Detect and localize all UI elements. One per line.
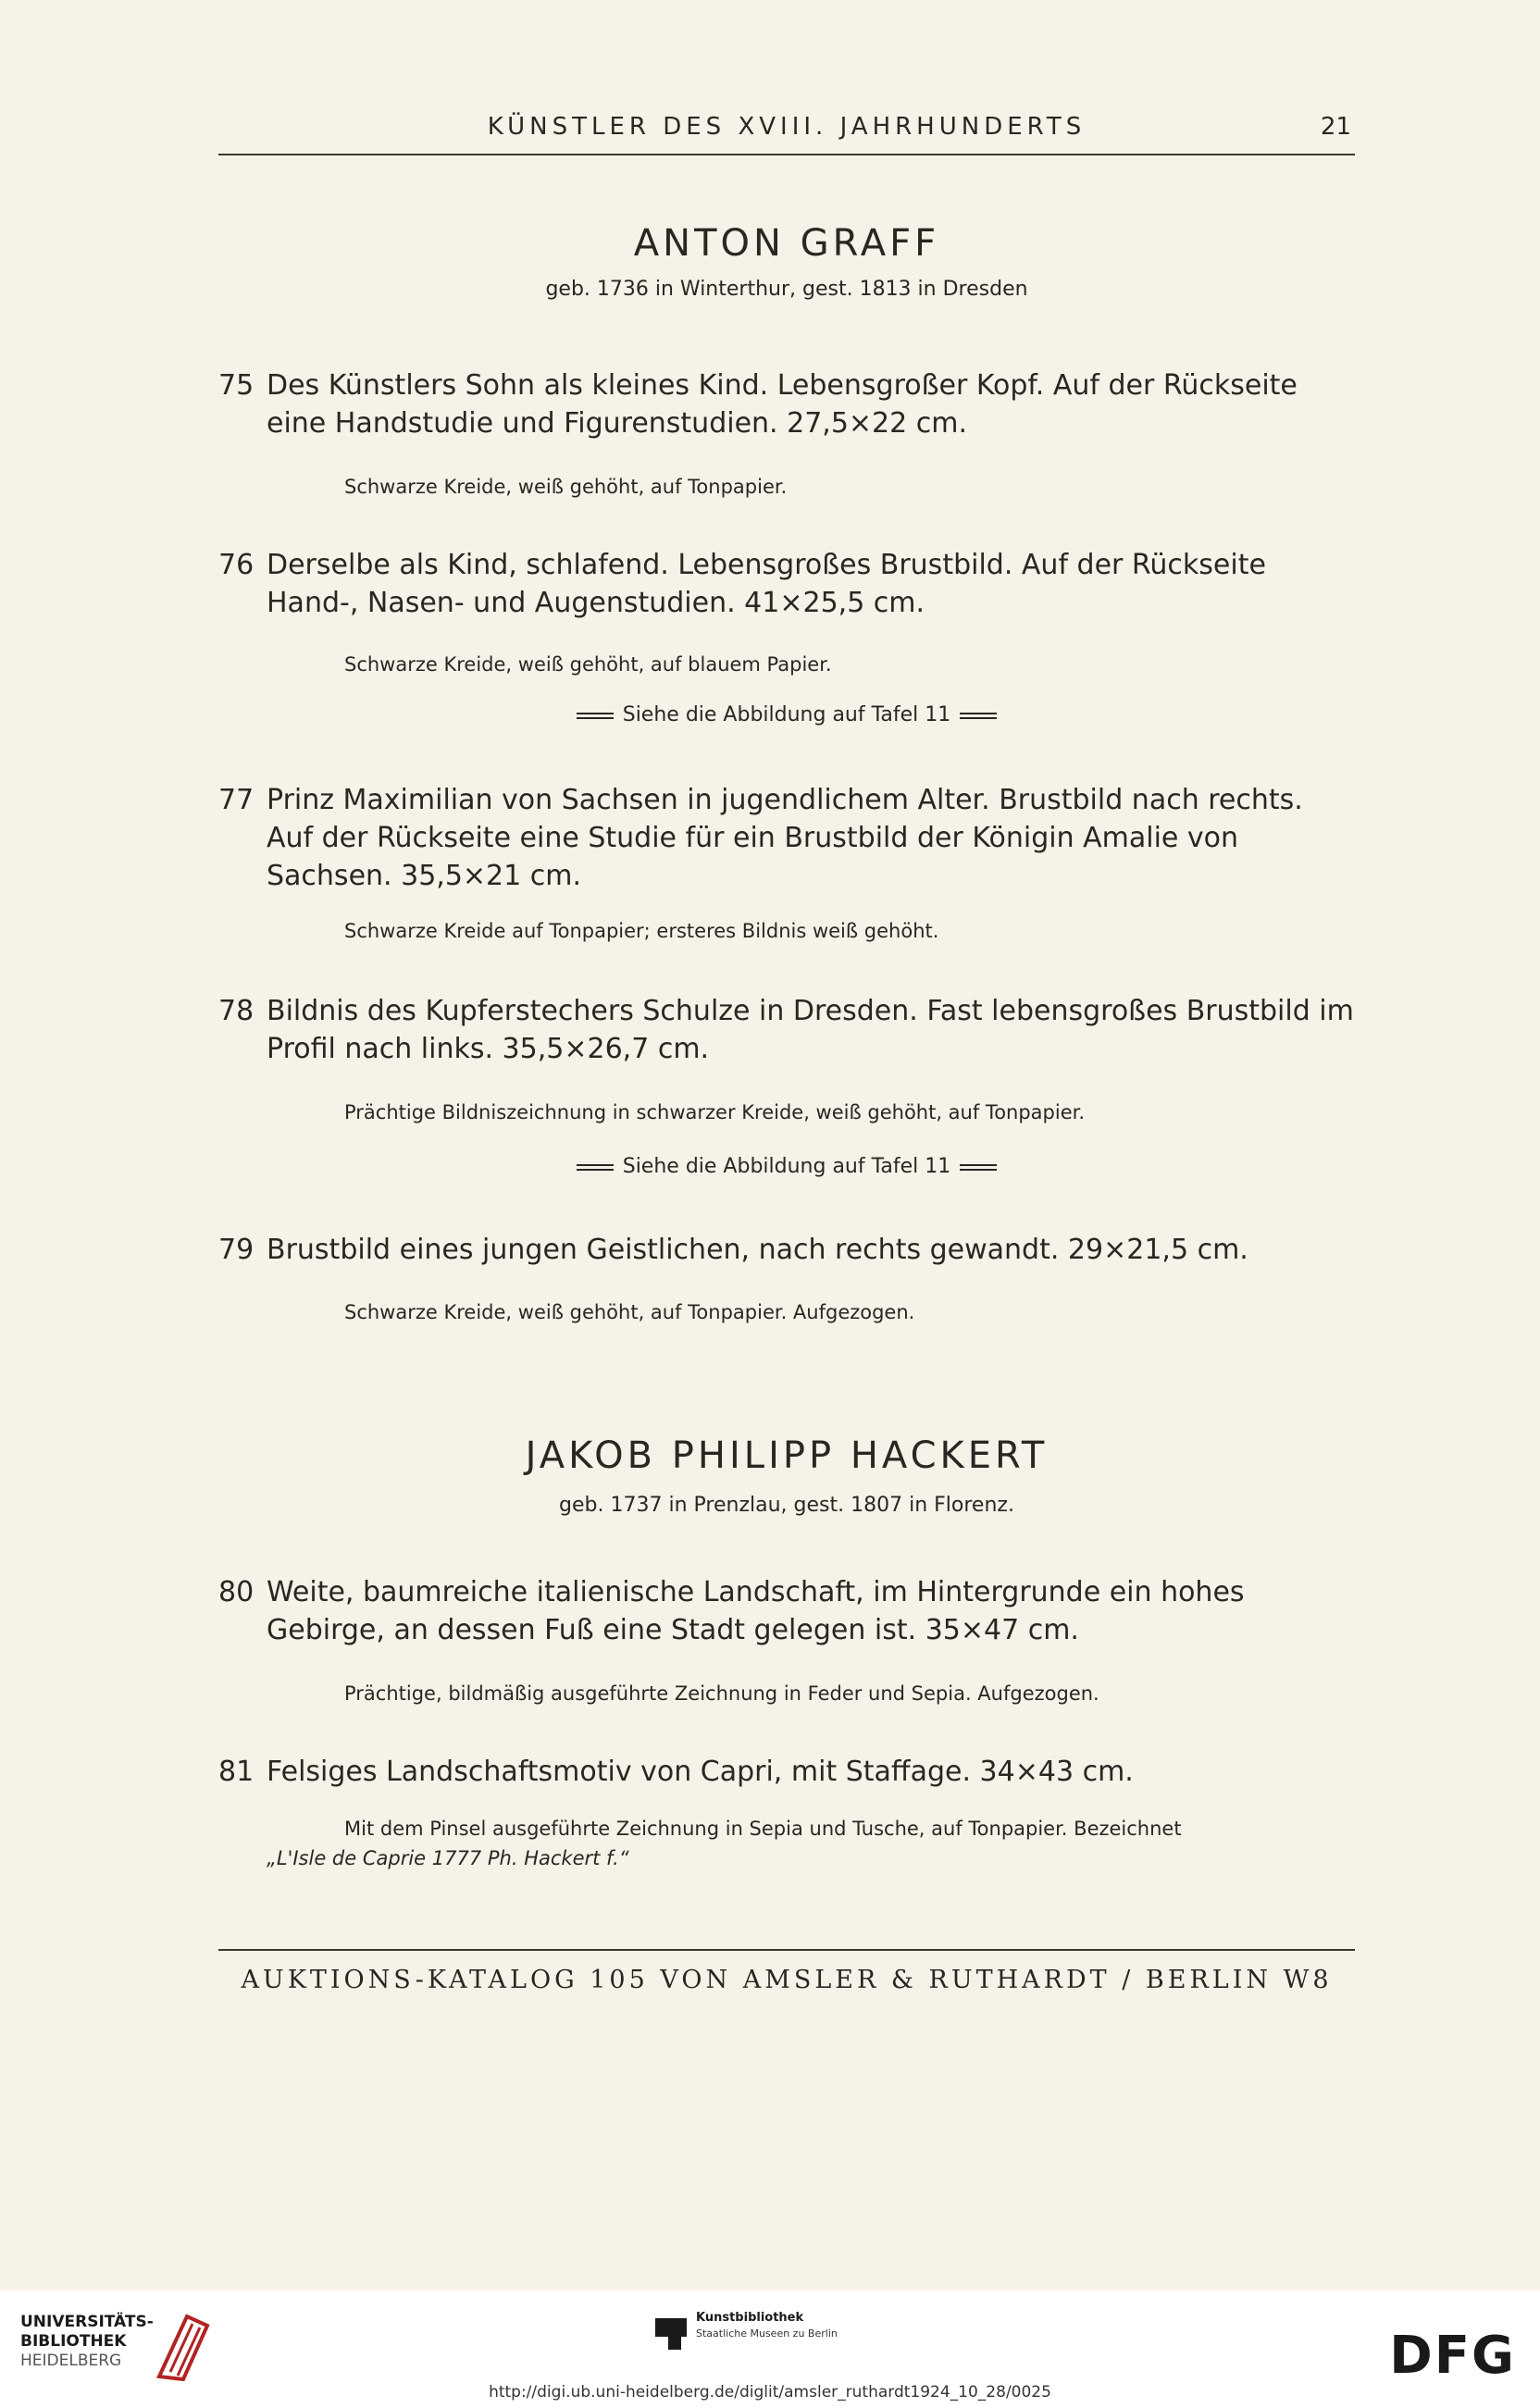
plate-reference xyxy=(218,703,1355,726)
entry-number: 77 xyxy=(218,784,255,816)
plate-reference xyxy=(218,1155,1355,1178)
kb-line1: Kunstbibliothek xyxy=(696,2311,804,2325)
catalog-entry xyxy=(218,992,1357,1068)
uni-line1: UNIVERSITÄTS- xyxy=(20,2313,154,2331)
plate-reference-text: Siehe die Abbildung auf Tafel 11 xyxy=(622,1155,951,1178)
uni-line2: BIBLIOTHEK xyxy=(20,2332,127,2351)
artist-heading: ANTON GRAFF xyxy=(633,222,940,265)
artist-heading: JAKOB PHILIPP HACKERT xyxy=(525,1434,1049,1477)
entry-note: Schwarze Kreide auf Tonpapier; ersteres Bildnis weiß gehöht. xyxy=(344,920,939,942)
entry-description: Derselbe als Kind, schlafend. Lebensgroßes Brustbild. Auf der Rückseite Hand-, Nasen- und Augenstudien. 41×25,5 cm. xyxy=(267,549,1266,619)
entry-number: 75 xyxy=(218,369,255,402)
catalog-footer: AUKTIONS-KATALOG 105 VON AMSLER & RUTHARDT / BERLIN W8 xyxy=(241,1966,1333,1994)
entry-number: 80 xyxy=(218,1576,255,1608)
entry-inscription: „L'Isle de Caprie 1777 Ph. Hackert f.“ xyxy=(267,1847,629,1869)
entry-description: Prinz Maximilian von Sachsen in jugendlichem Alter. Brustbild nach rechts. Auf der Rückseite eine Studie für ein Brustbild der Königin Amalie von Sachsen. 35,5×21 cm. xyxy=(267,784,1303,892)
entry-note xyxy=(267,1814,1362,1873)
entry-description: Felsiges Landschaftsmotiv von Capri, mit Staffage. 34×43 cm. xyxy=(267,1756,1134,1788)
permalink[interactable]: http://digi.ub.uni-heidelberg.de/diglit/amsler_ruthardt1924_10_28/0025 xyxy=(489,2383,1051,2402)
catalog-entry xyxy=(218,1753,1357,1791)
catalog-entry xyxy=(218,1573,1357,1649)
entry-note-text: Mit dem Pinsel ausgeführte Zeichnung in Sepia und Tusche, auf Tonpapier. Bezeichnet xyxy=(344,1818,1182,1840)
rule-ornament xyxy=(960,713,997,719)
catalog-entry xyxy=(218,366,1357,442)
dfg-logo[interactable]: DFG xyxy=(1389,2326,1516,2386)
entry-note: Prächtige, bildmäßig ausgeführte Zeichnung in Feder und Sepia. Aufgezogen. xyxy=(344,1682,1099,1705)
rule-ornament xyxy=(577,1164,614,1171)
uni-line3: HEIDELBERG xyxy=(20,2352,122,2370)
entry-description: Bildnis des Kupferstechers Schulze in Dresden. Fast lebensgroßes Brustbild im Profil nach links. 35,5×26,7 cm. xyxy=(267,995,1354,1065)
rule-ornament xyxy=(577,713,614,719)
entry-description: Brustbild eines jungen Geistlichen, nach rechts gewandt. 29×21,5 cm. xyxy=(267,1234,1248,1266)
kunstbibliothek-logo[interactable] xyxy=(655,2311,896,2366)
entry-note: Prächtige Bildniszeichnung in schwarzer Kreide, weiß gehöht, auf Tonpapier. xyxy=(344,1101,1086,1123)
running-head-title: KÜNSTLER DES XVIII. JAHRHUNDERTS xyxy=(487,113,1087,141)
catalog-entry xyxy=(218,1231,1357,1269)
page-number: 21 xyxy=(1320,113,1351,141)
digitization-banner xyxy=(0,2290,1540,2408)
footer-rule xyxy=(218,1949,1355,1951)
kunstbibliothek-icon xyxy=(655,2318,687,2350)
entry-description: Des Künstlers Sohn als kleines Kind. Lebensgroßer Kopf. Auf der Rückseite eine Handstudie und Figurenstudien. 27,5×22 cm. xyxy=(267,369,1298,440)
entry-number: 79 xyxy=(218,1234,255,1266)
catalog-entry xyxy=(218,546,1357,622)
entry-number: 81 xyxy=(218,1756,255,1788)
entry-note: Schwarze Kreide, weiß gehöht, auf Tonpapier. Aufgezogen. xyxy=(344,1301,915,1323)
rule-ornament xyxy=(960,1164,997,1171)
entry-note: Schwarze Kreide, weiß gehöht, auf Tonpapier. xyxy=(344,476,788,498)
entry-number: 76 xyxy=(218,549,255,581)
entry-description: Weite, baumreiche italienische Landschaft, im Hintergrunde ein hohes Gebirge, an dessen Fuß eine Stadt gelegen ist. 35×47 cm. xyxy=(267,1576,1245,1646)
entry-number: 78 xyxy=(218,995,255,1027)
university-emblem-icon xyxy=(150,2307,215,2381)
running-head xyxy=(218,113,1355,155)
entry-note: Schwarze Kreide, weiß gehöht, auf blauem Papier. xyxy=(344,653,832,676)
kb-line2: Staatliche Museen zu Berlin xyxy=(696,2327,838,2340)
artist-life-dates: geb. 1736 in Winterthur, gest. 1813 in Dresden xyxy=(545,278,1028,301)
plate-reference-text: Siehe die Abbildung auf Tafel 11 xyxy=(622,703,951,726)
artist-life-dates: geb. 1737 in Prenzlau, gest. 1807 in Florenz. xyxy=(559,1494,1014,1517)
catalog-entry xyxy=(218,781,1357,895)
